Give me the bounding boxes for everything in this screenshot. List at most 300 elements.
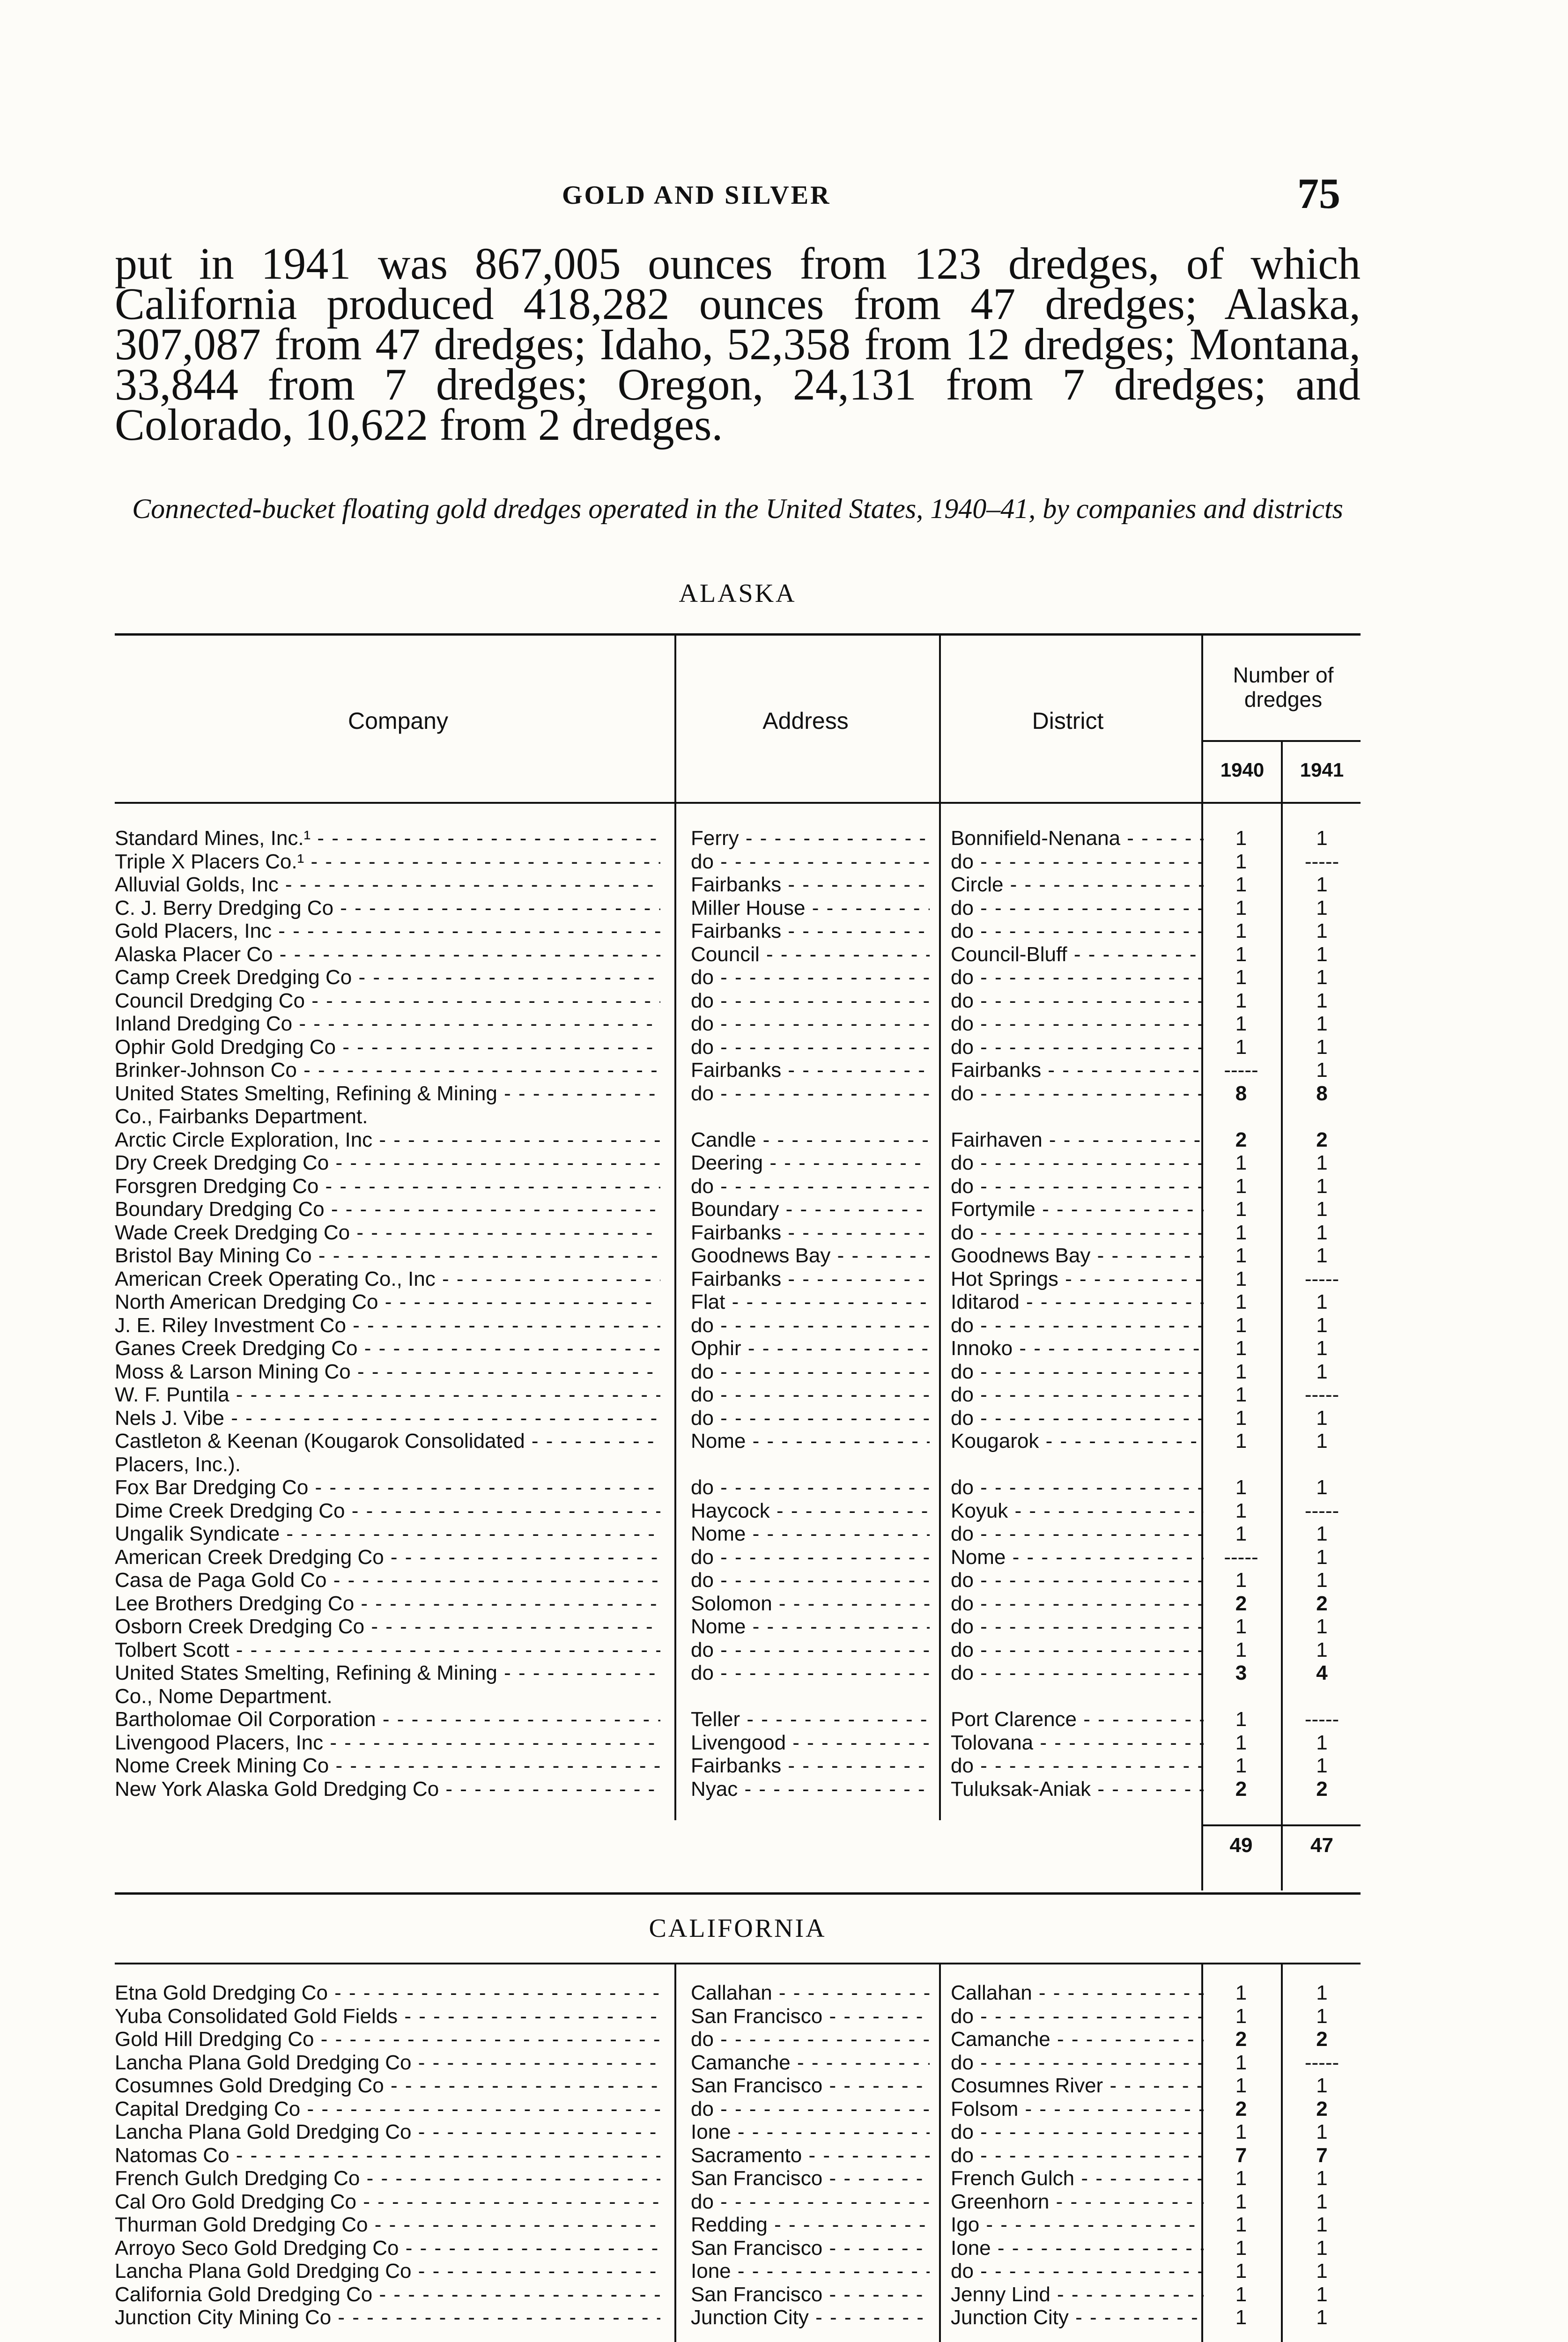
dredges-1941-cell <box>1283 1453 1361 1476</box>
dredges-1940-cell: 1 <box>1235 1267 1247 1290</box>
dredges-1941-cell: 7 <box>1316 2143 1328 2167</box>
address-cell: Haycock - - - <box>691 1499 930 1523</box>
total-1940: 49 <box>1229 1834 1253 1857</box>
dredges-1941-cell: 1 <box>1316 1244 1328 1267</box>
address-cell: do - - - <box>691 850 930 874</box>
company-cell: Arroyo Seco Gold Dredging Co - - - <box>115 2237 660 2260</box>
dredges-1941-cell: 1 <box>1316 1313 1328 1337</box>
company-cell: Ungalik Syndicate - - - <box>115 1522 660 1546</box>
dredges-1940-cell: 1 <box>1235 2004 1247 2028</box>
dredges-1940-cell: 1 <box>1235 2260 1247 2283</box>
district-cell: do - - - <box>951 2260 1204 2283</box>
company-cell: Dry Creek Dredging Co - - - <box>115 1151 660 1175</box>
section-title-alaska: ALASKA <box>679 579 797 608</box>
address-cell: Ione - - - <box>691 2120 930 2144</box>
dredges-1940-cell: 1 <box>1235 2236 1247 2260</box>
dredges-1940-cell: 1 <box>1235 1569 1247 1592</box>
header-subrule <box>1201 740 1361 742</box>
company-cell: Triple X Placers Co.¹ - - - <box>115 850 660 874</box>
company-cell: Lee Brothers Dredging Co - - - <box>115 1592 660 1616</box>
dredges-1941-cell: 2 <box>1316 2097 1328 2120</box>
address-cell: Callahan - - - <box>691 1981 930 2005</box>
dredges-1940-cell: 1 <box>1235 2051 1247 2074</box>
district-cell: French Gulch - - - <box>951 2167 1204 2190</box>
company-cell: Lancha Plana Gold Dredging Co - - - <box>115 2260 660 2283</box>
address-cell: do - - - <box>691 1638 930 1662</box>
dredges-1940-cell: 2 <box>1235 1592 1247 1615</box>
header-divider <box>1201 633 1203 802</box>
company-cell: Livengood Placers, Inc - - - <box>115 1731 660 1755</box>
dredges-1941-cell: 1 <box>1316 2004 1328 2028</box>
dredges-1941-cell: ----- <box>1304 2051 1339 2074</box>
address-cell: Livengood - - - <box>691 1731 930 1755</box>
company-cell: California Gold Dredging Co - - - <box>115 2283 660 2306</box>
dredges-1941-cell: 1 <box>1316 1059 1328 1082</box>
district-cell: do - - - <box>951 2120 1204 2144</box>
company-cell: Fox Bar Dredging Co - - - <box>115 1476 660 1499</box>
dredges-1940-cell: 1 <box>1235 1708 1247 1731</box>
header-company: Company <box>348 708 448 734</box>
company-cell: United States Smelting, Refining & Mining - - - <box>115 1661 660 1685</box>
district-cell: do - - - <box>951 2051 1204 2075</box>
dredges-1941-cell: 1 <box>1316 1430 1328 1453</box>
district-cell: Bonnifield-Nenana - - - <box>951 827 1204 850</box>
address-cell: Flat - - - <box>691 1290 930 1314</box>
address-cell: do - - - <box>691 1314 930 1337</box>
dredges-1941-cell: ----- <box>1304 1708 1339 1731</box>
header-divider <box>939 633 941 802</box>
dredges-1940-cell: 1 <box>1235 1174 1247 1198</box>
company-cell: Bartholomae Oil Corporation - - - <box>115 1708 660 1731</box>
district-cell: do - - - <box>951 919 1204 943</box>
district-cell: Greenhorn - - - <box>951 2190 1204 2214</box>
table-row <box>0 1754 1568 1778</box>
table-row <box>0 1981 1568 2005</box>
dredges-1941-cell: 1 <box>1316 942 1328 966</box>
district-cell: do - - - <box>951 1314 1204 1337</box>
dredges-1941-cell: 4 <box>1316 1661 1328 1684</box>
address-cell: do - - - <box>691 989 930 1013</box>
dredges-1940-cell: 2 <box>1235 1128 1247 1151</box>
dredges-1941-cell: 1 <box>1316 896 1328 919</box>
dredges-1941-cell: 1 <box>1316 2074 1328 2097</box>
dredges-1940-cell: 1 <box>1235 896 1247 919</box>
district-cell: Igo - - - <box>951 2213 1204 2237</box>
district-cell: do - - - <box>951 2144 1204 2167</box>
dredges-1941-cell: 1 <box>1316 1545 1328 1569</box>
table-row <box>0 1638 1568 1662</box>
dredges-1941-cell: 1 <box>1316 2306 1328 2329</box>
district-cell: Tolovana - - - <box>951 1731 1204 1755</box>
dredges-1941-cell: 1 <box>1316 2236 1328 2260</box>
dredges-1941-cell: 1 <box>1316 1569 1328 1592</box>
dredges-1941-cell: 1 <box>1316 2190 1328 2213</box>
header-1941: 1941 <box>1300 759 1344 781</box>
company-cell: Castleton & Keenan (Kougarok Consolidated - - - <box>115 1430 660 1453</box>
district-cell: Iditarod - - - <box>951 1290 1204 1314</box>
header-district: District <box>1032 708 1104 734</box>
address-cell: Deering - - - <box>691 1151 930 1175</box>
company-cell: Cosumnes Gold Dredging Co - - - <box>115 2074 660 2097</box>
address-cell: Nome - - - <box>691 1615 930 1638</box>
dredges-1941-cell: 2 <box>1316 1592 1328 1615</box>
company-cell: French Gulch Dredging Co - - - <box>115 2167 660 2190</box>
dredges-1941-cell: 1 <box>1316 1360 1328 1383</box>
company-cell: Brinker-Johnson Co - - - <box>115 1059 660 1082</box>
address-cell: do - - - <box>691 1082 930 1105</box>
dredges-1940-cell: 1 <box>1235 1476 1247 1499</box>
district-cell: do - - - <box>951 966 1204 989</box>
address-cell: Miller House - - - <box>691 897 930 920</box>
company-cell: Council Dredging Co - - - <box>115 989 660 1013</box>
table-row <box>0 1360 1568 1384</box>
district-cell: Tuluksak-Aniak - - - <box>951 1778 1204 1801</box>
dredges-1940-cell: 1 <box>1235 2213 1247 2236</box>
total-1941: 47 <box>1310 1834 1333 1857</box>
table-row <box>0 1615 1568 1638</box>
dredges-1941-cell: 1 <box>1316 1174 1328 1198</box>
district-cell: do - - - <box>951 1592 1204 1616</box>
dredges-1940-cell <box>1204 1685 1279 1708</box>
district-cell: do - - - <box>951 1360 1204 1384</box>
district-cell: Port Clarence - - - <box>951 1708 1204 1731</box>
address-cell: do - - - <box>691 1383 930 1407</box>
district-cell: Council-Bluff - - - <box>951 943 1204 966</box>
company-cell: Inland Dredging Co - - - <box>115 1012 660 1036</box>
table-row <box>0 2213 1568 2237</box>
dredges-1940-cell: 1 <box>1235 1290 1247 1313</box>
dredges-1941-cell: 1 <box>1316 1035 1328 1059</box>
dredges-1941-cell: 1 <box>1316 1638 1328 1661</box>
company-cell: Cal Oro Gold Dredging Co - - - <box>115 2190 660 2214</box>
dredges-1941-cell: 1 <box>1316 1198 1328 1221</box>
address-cell: Fairbanks - - - <box>691 1221 930 1245</box>
table-row <box>0 1383 1568 1407</box>
header-bottom-rule <box>115 802 1361 804</box>
company-cell: Moss & Larson Mining Co - - - <box>115 1360 660 1384</box>
dredges-1940-cell: ----- <box>1224 1545 1258 1569</box>
dredges-1941-cell: 1 <box>1316 2120 1328 2143</box>
district-cell: Junction City - - - <box>951 2306 1204 2329</box>
address-cell: do - - - <box>691 1569 930 1592</box>
district-cell: do - - - <box>951 1012 1204 1036</box>
dredges-1940-cell: 1 <box>1235 1012 1247 1035</box>
intro-paragraph: put in 1941 was 867,005 ounces from 123 dredges, of which California produced 418,282 ounces from 47 dredges; Alaska, 307,087 from 47 dredges; Idaho, 52,358 from 12 dredges; Montana, 33,844 from 7 dredges; Oregon, 24,131 from 7 dredges; and Colorado, 10,622 from 2 dredges. <box>115 238 1361 450</box>
dredges-1940-cell: 1 <box>1235 942 1247 966</box>
dredges-1940-cell: 8 <box>1235 1082 1247 1105</box>
table-row <box>0 1105 1568 1128</box>
district-cell: Hot Springs - - - <box>951 1267 1204 1291</box>
table-row <box>0 1476 1568 1499</box>
table-row <box>0 1661 1568 1685</box>
dredges-1941-cell: ----- <box>1304 1267 1339 1290</box>
table-row <box>0 2260 1568 2283</box>
company-cell: Casa de Paga Gold Co - - - <box>115 1569 660 1592</box>
table-row <box>0 989 1568 1013</box>
address-cell: Council - - - <box>691 943 930 966</box>
company-cell: Natomas Co - - - <box>115 2144 660 2167</box>
dredges-1940-cell: 1 <box>1235 919 1247 942</box>
table-row <box>0 827 1568 850</box>
district-cell: Innoko - - - <box>951 1337 1204 1360</box>
address-cell <box>691 1685 930 1708</box>
table-row <box>0 1151 1568 1175</box>
dredges-1941-cell: 1 <box>1316 1406 1328 1430</box>
table-row <box>0 2144 1568 2167</box>
table-row <box>0 1731 1568 1755</box>
california-top-rule <box>115 1963 1361 1964</box>
company-cell: Capital Dredging Co - - - <box>115 2097 660 2121</box>
district-cell: do - - - <box>951 1476 1204 1499</box>
dredges-1940-cell: 1 <box>1235 1360 1247 1383</box>
dredges-1940-cell: 1 <box>1235 2074 1247 2097</box>
company-cell: W. F. Puntila - - - <box>115 1383 660 1407</box>
address-cell: Fairbanks - - - <box>691 919 930 943</box>
address-cell: do - - - <box>691 1360 930 1384</box>
company-cell: Gold Placers, Inc - - - <box>115 919 660 943</box>
dredges-1941-cell: 1 <box>1316 966 1328 989</box>
address-cell: do - - - <box>691 1012 930 1036</box>
dredges-1940-cell: 1 <box>1235 873 1247 896</box>
district-cell <box>951 1453 1204 1476</box>
district-cell: Nome - - - <box>951 1546 1204 1569</box>
section-title-california: CALIFORNIA <box>649 1914 827 1943</box>
district-cell: do - - - <box>951 1151 1204 1175</box>
company-cell: Arctic Circle Exploration, Inc - - - <box>115 1128 660 1152</box>
dredges-1941-cell: 1 <box>1316 1615 1328 1638</box>
district-cell: Fairbanks - - - <box>951 1059 1204 1082</box>
district-cell: do - - - <box>951 1407 1204 1430</box>
district-cell: Folsom - - - <box>951 2097 1204 2121</box>
table-top-rule <box>115 633 1361 636</box>
district-cell: do - - - <box>951 989 1204 1013</box>
dredges-1940-cell: 1 <box>1235 827 1247 850</box>
table-row <box>0 1059 1568 1082</box>
dredges-1941-cell: 1 <box>1316 1221 1328 1244</box>
dredges-1941-cell: 1 <box>1316 2260 1328 2283</box>
district-cell: do - - - <box>951 1615 1204 1638</box>
table-row <box>0 2074 1568 2097</box>
table-row <box>0 1198 1568 1221</box>
address-cell: do - - - <box>691 966 930 989</box>
district-cell <box>951 1685 1204 1708</box>
dredges-1941-cell: 1 <box>1316 827 1328 850</box>
table-row <box>0 1337 1568 1360</box>
company-cell: J. E. Riley Investment Co - - - <box>115 1314 660 1337</box>
dredges-1940-cell: 1 <box>1235 1406 1247 1430</box>
address-cell: do - - - <box>691 2190 930 2214</box>
district-cell: Fairhaven - - - <box>951 1128 1204 1152</box>
dredges-1940-cell: 1 <box>1235 2190 1247 2213</box>
district-cell: Kougarok - - - <box>951 1430 1204 1453</box>
address-cell: Nome - - - <box>691 1430 930 1453</box>
dredges-1941-cell: 1 <box>1316 1012 1328 1035</box>
dredges-1941-cell: 1 <box>1316 2167 1328 2190</box>
dredges-1940-cell: 2 <box>1235 2028 1247 2051</box>
address-cell: San Francisco - - - <box>691 2283 930 2306</box>
address-cell: Goodnews Bay - - - <box>691 1244 930 1267</box>
dredges-1941-cell: 1 <box>1316 1151 1328 1174</box>
dredges-1941-cell: ----- <box>1304 1383 1339 1406</box>
header-number-of-dredges: Number of dredges <box>1233 663 1334 711</box>
district-cell: do - - - <box>951 1383 1204 1407</box>
company-cell: Forsgren Dredging Co - - - <box>115 1175 660 1198</box>
dredges-1940-cell: 1 <box>1235 1244 1247 1267</box>
company-cell: Alaska Placer Co - - - <box>115 943 660 966</box>
dredges-1941-cell: ----- <box>1304 1499 1339 1522</box>
district-cell: Koyuk - - - <box>951 1499 1204 1523</box>
table-row <box>0 2097 1568 2121</box>
alaska-bottom-rule <box>115 1892 1361 1895</box>
address-cell: Fairbanks - - - <box>691 1754 930 1778</box>
dredges-1940-cell: 1 <box>1235 966 1247 989</box>
dredges-1940-cell: 1 <box>1235 1981 1247 2004</box>
company-cell: Nels J. Vibe - - - <box>115 1407 660 1430</box>
company-cell: C. J. Berry Dredging Co - - - <box>115 897 660 920</box>
district-cell: do - - - <box>951 1082 1204 1105</box>
address-cell: Fairbanks - - - <box>691 1059 930 1082</box>
company-cell: Gold Hill Dredging Co - - - <box>115 2028 660 2051</box>
dredges-1940-cell: 2 <box>1235 1777 1247 1801</box>
company-cell: American Creek Dredging Co - - - <box>115 1546 660 1569</box>
address-cell: Fairbanks - - - <box>691 1267 930 1291</box>
dredges-1940-cell: 3 <box>1235 1661 1247 1684</box>
address-cell: Candle - - - <box>691 1128 930 1152</box>
table-caption: Connected-bucket floating gold dredges operated in the United States, 1940–41, by companies and districts <box>132 493 1343 524</box>
table-row <box>0 1407 1568 1430</box>
table-row <box>0 1012 1568 1036</box>
dredges-1941-cell: 1 <box>1316 1731 1328 1754</box>
table-row <box>0 966 1568 989</box>
table-row <box>0 1430 1568 1453</box>
dredges-1940-cell: 1 <box>1235 2283 1247 2306</box>
company-cell: Ophir Gold Dredging Co - - - <box>115 1036 660 1059</box>
table-row <box>0 850 1568 874</box>
dredges-1940-cell: 1 <box>1235 1499 1247 1522</box>
company-cell: Etna Gold Dredging Co - - - <box>115 1981 660 2005</box>
dredges-1940-cell: 1 <box>1235 2120 1247 2143</box>
dredges-1940-cell: 1 <box>1235 850 1247 873</box>
table-row <box>0 2237 1568 2260</box>
dredges-1940-cell: 1 <box>1235 1198 1247 1221</box>
address-cell: San Francisco - - - <box>691 2005 930 2028</box>
table-row <box>0 1267 1568 1291</box>
dredges-1941-cell: 1 <box>1316 1981 1328 2004</box>
table-row <box>0 1221 1568 1245</box>
table-row <box>0 1592 1568 1616</box>
dredges-1940-cell: 1 <box>1235 1638 1247 1661</box>
company-cell: Wade Creek Dredging Co - - - <box>115 1221 660 1245</box>
address-cell: do - - - <box>691 2097 930 2121</box>
table-row <box>0 1314 1568 1337</box>
district-cell: do - - - <box>951 850 1204 874</box>
district-cell: Camanche - - - <box>951 2028 1204 2051</box>
district-cell: do - - - <box>951 1522 1204 1546</box>
table-row <box>0 2051 1568 2075</box>
table-row <box>0 1175 1568 1198</box>
company-cell: Lancha Plana Gold Dredging Co - - - <box>115 2051 660 2075</box>
address-cell: Sacramento - - - <box>691 2144 930 2167</box>
company-cell: American Creek Operating Co., Inc - - - <box>115 1267 660 1291</box>
company-cell: United States Smelting, Refining & Mining - - - <box>115 1082 660 1105</box>
district-cell: do - - - <box>951 897 1204 920</box>
address-cell: San Francisco - - - <box>691 2167 930 2190</box>
page-number: 75 <box>1297 170 1340 217</box>
company-cell: Camp Creek Dredging Co - - - <box>115 966 660 989</box>
company-cell: North American Dredging Co - - - <box>115 1290 660 1314</box>
company-cell: Thurman Gold Dredging Co - - - <box>115 2213 660 2237</box>
table-row <box>0 1244 1568 1267</box>
running-head: GOLD AND SILVER <box>562 181 831 210</box>
table-row <box>0 1778 1568 1801</box>
company-cell: New York Alaska Gold Dredging Co - - - <box>115 1778 660 1801</box>
address-cell: Ophir - - - <box>691 1337 930 1360</box>
company-cell: Boundary Dredging Co - - - <box>115 1198 660 1221</box>
company-cell: Bristol Bay Mining Co - - - <box>115 1244 660 1267</box>
table-row <box>0 1708 1568 1731</box>
address-cell: Junction City - - - <box>691 2306 930 2329</box>
table-row <box>0 897 1568 920</box>
company-cell: Lancha Plana Gold Dredging Co - - - <box>115 2120 660 2144</box>
dredges-1940-cell <box>1204 1453 1279 1476</box>
district-cell: do - - - <box>951 1221 1204 1245</box>
address-cell: Ferry - - - <box>691 827 930 850</box>
dredges-1941-cell <box>1283 1105 1361 1128</box>
district-cell: Callahan - - - <box>951 1981 1204 2005</box>
table-row <box>0 1453 1568 1476</box>
dredges-1941-cell: 1 <box>1316 873 1328 896</box>
address-cell: San Francisco - - - <box>691 2237 930 2260</box>
address-cell <box>691 1453 930 1476</box>
address-cell: Boundary - - - <box>691 1198 930 1221</box>
dredges-1941-cell: 2 <box>1316 1128 1328 1151</box>
company-cell: Standard Mines, Inc.¹ - - - <box>115 827 660 850</box>
total-rule <box>1201 1824 1361 1826</box>
table-row <box>0 2120 1568 2144</box>
dredges-1941-cell: 1 <box>1316 2213 1328 2236</box>
table-row <box>0 919 1568 943</box>
table-row <box>0 2190 1568 2214</box>
address-cell: Nome - - - <box>691 1522 930 1546</box>
table-row <box>0 1128 1568 1152</box>
address-cell: do - - - <box>691 1175 930 1198</box>
address-cell: San Francisco - - - <box>691 2074 930 2097</box>
address-cell: Fairbanks - - - <box>691 873 930 897</box>
table-row <box>0 1522 1568 1546</box>
company-cell: Co., Nome Department. <box>115 1684 333 1708</box>
address-cell: do - - - <box>691 1407 930 1430</box>
dredges-1941-cell: 1 <box>1316 1476 1328 1499</box>
district-cell <box>951 1105 1204 1128</box>
table-row <box>0 1036 1568 1059</box>
district-cell: Goodnews Bay - - - <box>951 1244 1204 1267</box>
dredges-1941-cell: ----- <box>1304 850 1339 873</box>
company-cell: Placers, Inc.). <box>115 1453 241 1476</box>
address-cell: Nyac - - - <box>691 1778 930 1801</box>
table-row <box>0 873 1568 897</box>
header-address: Address <box>762 708 849 734</box>
district-cell: do - - - <box>951 1175 1204 1198</box>
address-cell: Redding - - - <box>691 2213 930 2237</box>
dredges-1941-cell: 1 <box>1316 919 1328 942</box>
address-cell <box>691 1105 930 1128</box>
dredges-1940-cell: 1 <box>1235 989 1247 1012</box>
company-cell: Osborn Creek Dredging Co - - - <box>115 1615 660 1638</box>
company-cell: Co., Fairbanks Department. <box>115 1105 368 1128</box>
dredges-1941-cell: 1 <box>1316 1754 1328 1777</box>
district-cell: Ione - - - <box>951 2237 1204 2260</box>
dredges-1940-cell: 1 <box>1235 1035 1247 1059</box>
